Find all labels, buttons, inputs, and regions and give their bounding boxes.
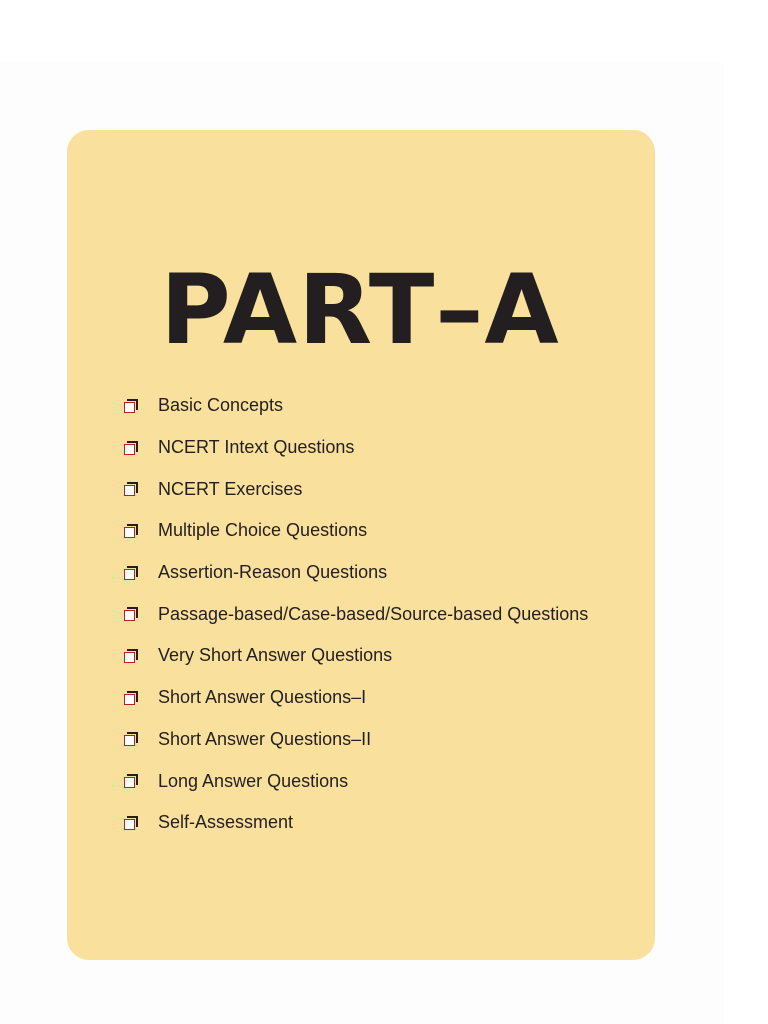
box-bullet-icon <box>122 773 138 789</box>
list-item <box>122 427 588 469</box>
box-bullet-icon <box>122 606 138 622</box>
box-bullet-icon <box>122 398 138 414</box>
list-item <box>122 677 588 719</box>
list-item <box>122 719 588 761</box>
box-bullet-icon <box>122 690 138 706</box>
list-item <box>122 385 588 427</box>
list-item <box>122 510 588 552</box>
box-bullet-icon <box>122 565 138 581</box>
contents-list <box>122 385 588 844</box>
list-item-label: Assertion-Reason Questions <box>158 562 388 583</box>
list-item <box>122 552 588 594</box>
part-title: PART–A <box>160 254 560 366</box>
list-item-label: NCERT Intext Questions <box>158 437 355 458</box>
box-bullet-icon <box>122 481 138 497</box>
box-bullet-icon <box>122 440 138 456</box>
box-bullet-icon <box>122 731 138 747</box>
list-item-label: NCERT Exercises <box>158 478 303 499</box>
list-item-label: Passage-based/Case-based/Source-based Questions <box>158 603 589 624</box>
list-item <box>122 635 588 677</box>
list-item-label: Multiple Choice Questions <box>158 520 368 541</box>
box-bullet-icon <box>122 815 138 831</box>
list-item-label: Basic Concepts <box>158 395 284 416</box>
box-bullet-icon <box>122 648 138 664</box>
list-item-label: Short Answer Questions–I <box>158 687 367 708</box>
box-bullet-icon <box>122 523 138 539</box>
list-item-label: Self-Assessment <box>158 812 294 833</box>
list-item-label: Long Answer Questions <box>158 770 349 791</box>
list-item <box>122 468 588 510</box>
list-item-label: Very Short Answer Questions <box>158 645 393 666</box>
list-item <box>122 760 588 802</box>
list-item-label: Short Answer Questions–II <box>158 728 372 749</box>
list-item <box>122 802 588 844</box>
list-item <box>122 593 588 635</box>
